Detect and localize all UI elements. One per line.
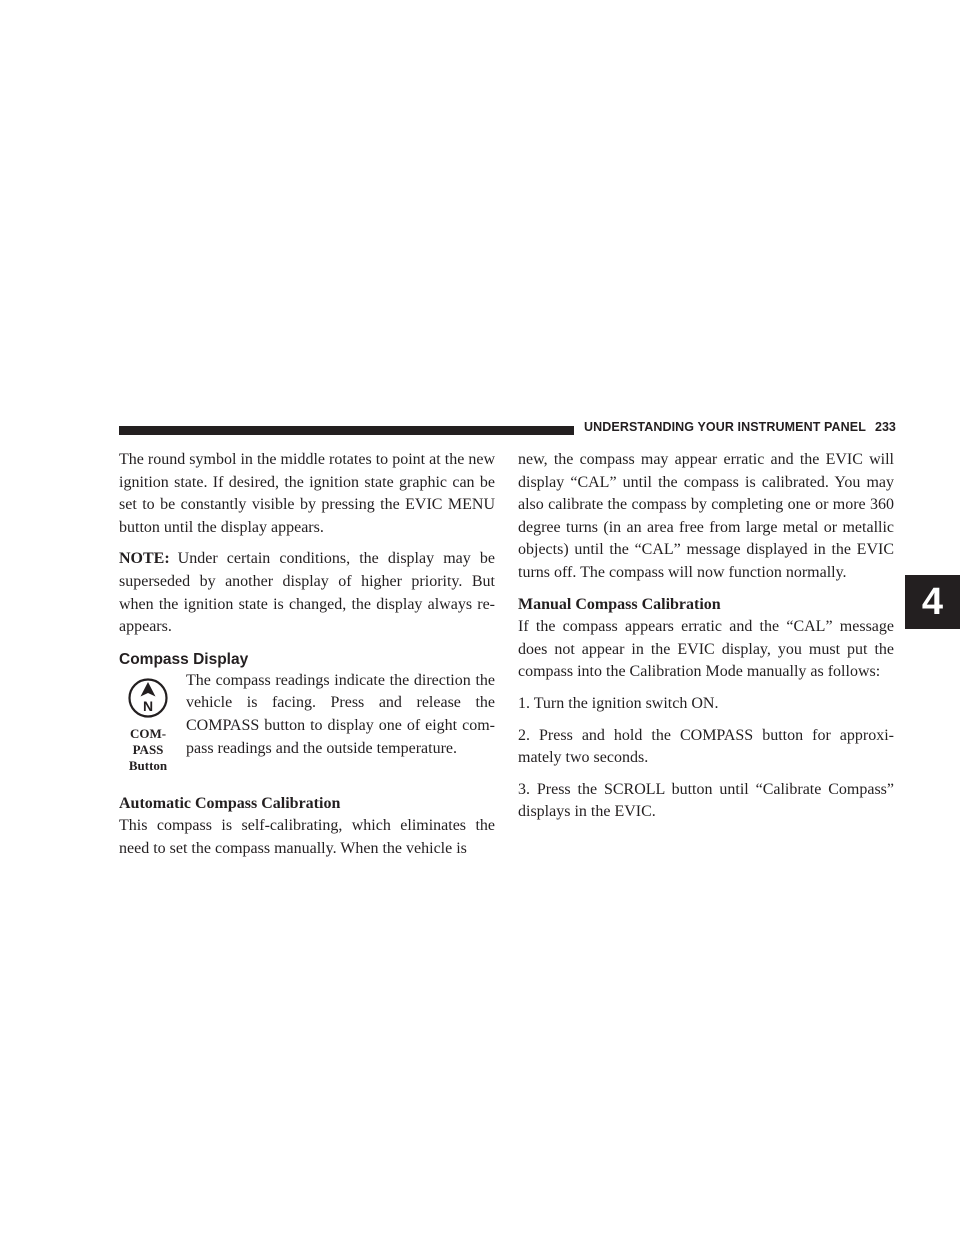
automatic-calibration-text: This compass is self-calibrating, which eliminates the need to set the compass manually. When the vehicle is <box>119 817 495 857</box>
paragraph-ignition-state: The round symbol in the middle rotates to point at the new ignition state. If desired, the ignition state graphic can be set to be constantly visible by pressing the EVIC MENU button until the display appears. <box>119 451 495 536</box>
compass-letter: N <box>142 697 154 714</box>
note-text: Under certain conditions, the display may be superseded by another display of higher priority. But when the ignition state is changed, the display always re-appears. <box>119 550 495 636</box>
header-rule <box>119 426 574 435</box>
compass-block <box>119 670 495 783</box>
manual-calibration-text: If the compass appears erratic and the “CAL” message does not appear in the EVIC display, you must put the compass into the Calibration Mode manually as follows: <box>518 618 894 681</box>
caption-line: PASS <box>132 741 164 757</box>
compass-icon-caption <box>119 726 177 774</box>
compass-button-icon <box>128 676 168 720</box>
step-1: 1. Turn the ignition switch ON. <box>518 694 719 712</box>
compass-paragraph: The compass readings indicate the direction the vehicle is facing. Press and release the COMPASS button to display one of eight com-pass readings and the outside temperature. <box>186 671 495 757</box>
calibration-continued-paragraph: new, the compass may appear erratic and the EVIC will display “CAL” until the compass is calibrated. You may also calibrate the compass by completing one or more 360 degree turns (in an area free from large metal or metallic objects) until the “CAL” message displayed in the EVIC turns off. The compass will now function normally. <box>518 451 894 581</box>
note-paragraph <box>119 548 495 638</box>
step-2: 2. Press and hold the COMPASS button for approxi-mately two seconds. <box>518 726 894 767</box>
automatic-calibration-heading: Automatic Compass Calibration <box>119 794 341 812</box>
note-label: NOTE: <box>119 550 170 568</box>
caption-line: COM- <box>129 725 167 741</box>
manual-calibration-heading: Manual Compass Calibration <box>518 595 721 613</box>
step-3: 3. Press the SCROLL button until “Calibrate Compass” displays in the EVIC. <box>518 780 894 821</box>
running-header-title: UNDERSTANDING YOUR INSTRUMENT PANEL <box>584 420 866 434</box>
left-column <box>119 449 495 870</box>
compass-display-heading: Compass Display <box>119 650 249 668</box>
compass-icon-block <box>119 676 177 774</box>
compass-text <box>186 670 495 760</box>
chapter-tab: 4 <box>905 575 960 629</box>
page-number: 233 <box>875 420 896 434</box>
caption-line: Button <box>128 757 168 773</box>
right-column <box>518 449 894 833</box>
